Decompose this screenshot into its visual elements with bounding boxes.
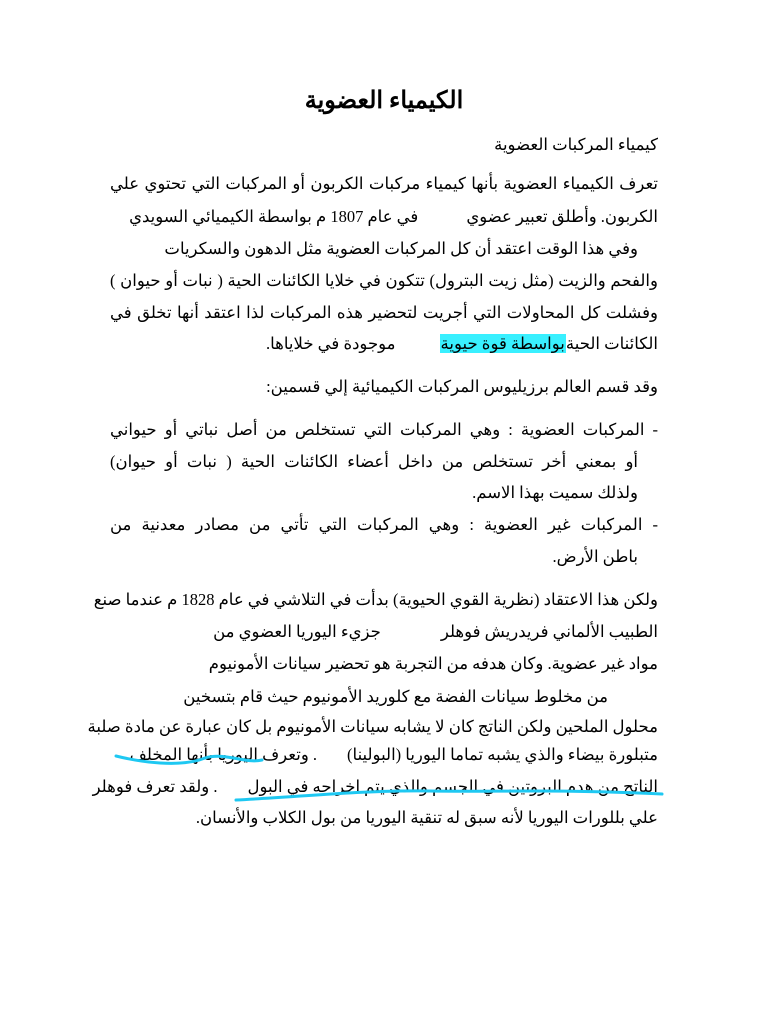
bullet-1-line-2: أو بمعني أخر تستخلص من داخل أعضاء الكائنات الحية ( نبات أو حيوان)	[110, 452, 638, 471]
p1-line-4: والفحم والزيت (مثل زيت البترول) تتكون في خلايا الكائنات الحية ( نبات أو حيوان )	[110, 271, 658, 290]
bullet-1-line-1: - المركبات العضوية : وهي المركبات التي تستخلص من أصل نباتي أو حيواني	[110, 420, 658, 439]
p1-line-6	[110, 332, 658, 356]
p1-line-2	[110, 205, 658, 229]
p2-line-2-a: الطبيب الألماني فريدريش فوهلر	[440, 622, 658, 641]
p1-line-3: وفي هذا الوقت اعتقد أن كل المركبات العضوية مثل الدهون والسكريات	[164, 239, 638, 258]
p2-line-7-b: . ولقد تعرف فوهلر	[92, 777, 218, 796]
page-title: الكيمياء العضوية	[304, 88, 464, 114]
p1-line-6-b: موجودة في خلاياها.	[266, 334, 396, 353]
p2-line-6-a: متبلورة بيضاء والذي يشبه تماما اليوريا (البولينا)	[347, 745, 658, 764]
p2-line-2	[110, 620, 658, 644]
p2-line-6-b: . وتعرف اليوريا بأنها المخلف	[129, 745, 318, 764]
p1-line-1: تعرف الكيمياء العضوية بأنها كيمياء مركبات الكربون أو المركبات التي تحتوي علي	[110, 174, 658, 193]
division-sentence: وقد قسم العالم برزيليوس المركبات الكيميائية إلي قسمين:	[266, 377, 658, 396]
p2-line-7	[92, 775, 658, 799]
bullet-2-line-1: - المركبات غير العضوية : وهي المركبات التي تأتي من مصادر معدنية من	[110, 515, 658, 534]
p2-line-1: ولكن هذا الاعتقاد (نظرية القوي الحيوية) بدأت في التلاشي في عام 1828 م عندما صنع	[93, 590, 658, 609]
p2-line-5: محلول الملحين ولكن الناتج كان لا يشابه سيانات الأمونيوم بل كان عبارة عن مادة صلبة	[87, 717, 658, 736]
bullet-1-line-3: ولذلك سميت بهذا الاسم.	[472, 483, 638, 502]
p1-line-6-a: الكائنات الحية	[565, 334, 658, 353]
p1-line-2-b: في عام 1807 م بواسطة الكيميائي السويدي	[129, 207, 419, 226]
subtitle: كيمياء المركبات العضوية	[494, 135, 658, 154]
highlighted-phrase: بواسطة قوة حيوية	[440, 334, 565, 353]
p1-line-5: وفشلت كل المحاولات التي أجريت لتحضير هذه المركبات لذا اعتقد أنها تخلق في	[110, 303, 658, 322]
p2-line-2-b: جزيء اليوريا العضوي من	[213, 622, 381, 641]
p2-line-6	[110, 743, 658, 767]
p1-line-2-a: الكربون. وأطلق تعبير عضوي	[466, 207, 658, 226]
p2-line-7-a: الناتج من هدم البروتين في الجسم والذي يتم اخراجه في البول	[247, 777, 658, 796]
p2-line-4: من مخلوط سيانات الفضة مع كلوريد الأمونيوم حيث قام بتسخين	[183, 687, 608, 706]
bullet-2-line-2: باطن الأرض.	[552, 547, 638, 566]
p2-line-8: علي بللورات اليوريا لأنه سبق له تنقية اليوريا من بول الكلاب والأنسان.	[195, 808, 658, 827]
p2-line-3: مواد غير عضوية. وكان هدفه من التجربة هو تحضير سيانات الأمونيوم	[208, 654, 658, 673]
